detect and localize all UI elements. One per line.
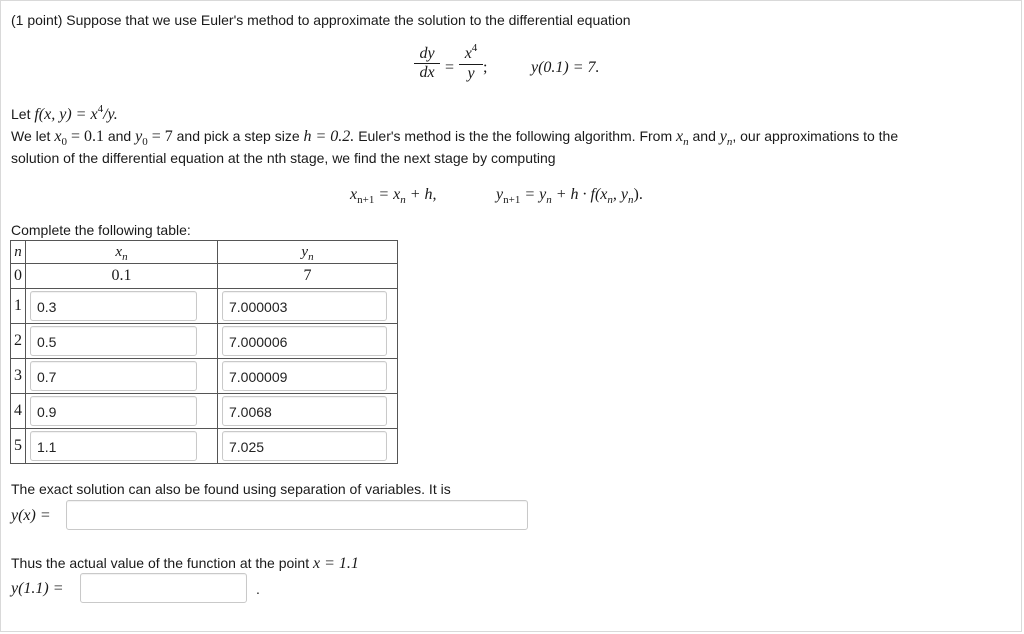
formula-x-next: $x_{n+1} = x_n + h$, [350,186,437,206]
header-y: $y_n$ [218,241,398,264]
x-answer-input[interactable]: 0.9 [30,396,197,426]
initial-condition: y(0.1) = 7. [531,59,600,76]
table-row [11,394,398,429]
exact-solution-input[interactable] [66,500,528,530]
table-row [11,429,398,464]
let-function-line: Let f(x, $y) = x^4/y$. [11,103,118,123]
table-row-initial [11,264,398,289]
actual-value-input[interactable] [80,573,247,603]
table-row [11,289,398,324]
algorithm-paragraph-line2: solution of the differential equation at the nth stage, we find the next stage by computing [11,150,556,166]
header-n: n [11,241,26,264]
problem-intro: (1 point) Suppose that we use Euler's method to approximate the solution to the differential equation [11,12,631,28]
row-n: 4 [11,394,26,429]
actual-value-text: Thus the actual value of the function at the point x = 1.1 [11,555,359,572]
table-row [11,359,398,394]
y-answer-input[interactable]: 7.000003 [222,291,387,321]
equation-lhs: $\frac{dy}{dx}$ [414,45,440,82]
row-x-value: 0.1 [26,264,218,289]
row-y-value: 7 [218,264,398,289]
row-n: 0 [11,264,26,289]
formula-y-next: $y_{n+1} = y_n + h \cdot f(x_n$, $y_n$). [496,186,643,206]
row-n: 2 [11,324,26,359]
y-answer-input[interactable]: 7.025 [222,431,387,461]
table-row [11,324,398,359]
table-header-row [11,241,398,264]
row-n: 5 [11,429,26,464]
row-n: 1 [11,289,26,324]
exact-solution-label: y(x) = [11,507,51,524]
y-answer-input[interactable]: 7.000009 [222,361,387,391]
table-caption: Complete the following table: [11,222,191,238]
euler-table [10,240,398,464]
x-answer-input[interactable]: 1.1 [30,431,197,461]
x-answer-input[interactable]: 0.5 [30,326,197,356]
x-answer-input[interactable]: 0.3 [30,291,197,321]
header-x: $x_n$ [26,241,218,264]
y-answer-input[interactable]: 7.0068 [222,396,387,426]
trailing-period: . [256,581,260,597]
equation-rhs: $\frac{x^4}{y}$ [459,45,483,83]
row-n: 3 [11,359,26,394]
actual-value-label: y(1.1) = [11,580,64,597]
algorithm-paragraph-line1: We let $x_0 = 0.1$ and $y_0 = 7$ and pick a step size h = 0.2. Euler's method is the the following algorithm. From $x_n$ and $y_n$, our approximations to the [11,128,899,148]
equation-equals: = [445,59,455,76]
exact-solution-text: The exact solution can also be found using separation of variables. It is [11,481,451,497]
y-answer-input[interactable]: 7.000006 [222,326,387,356]
x-answer-input[interactable]: 0.7 [30,361,197,391]
equation-semicolon: ; [483,59,488,76]
